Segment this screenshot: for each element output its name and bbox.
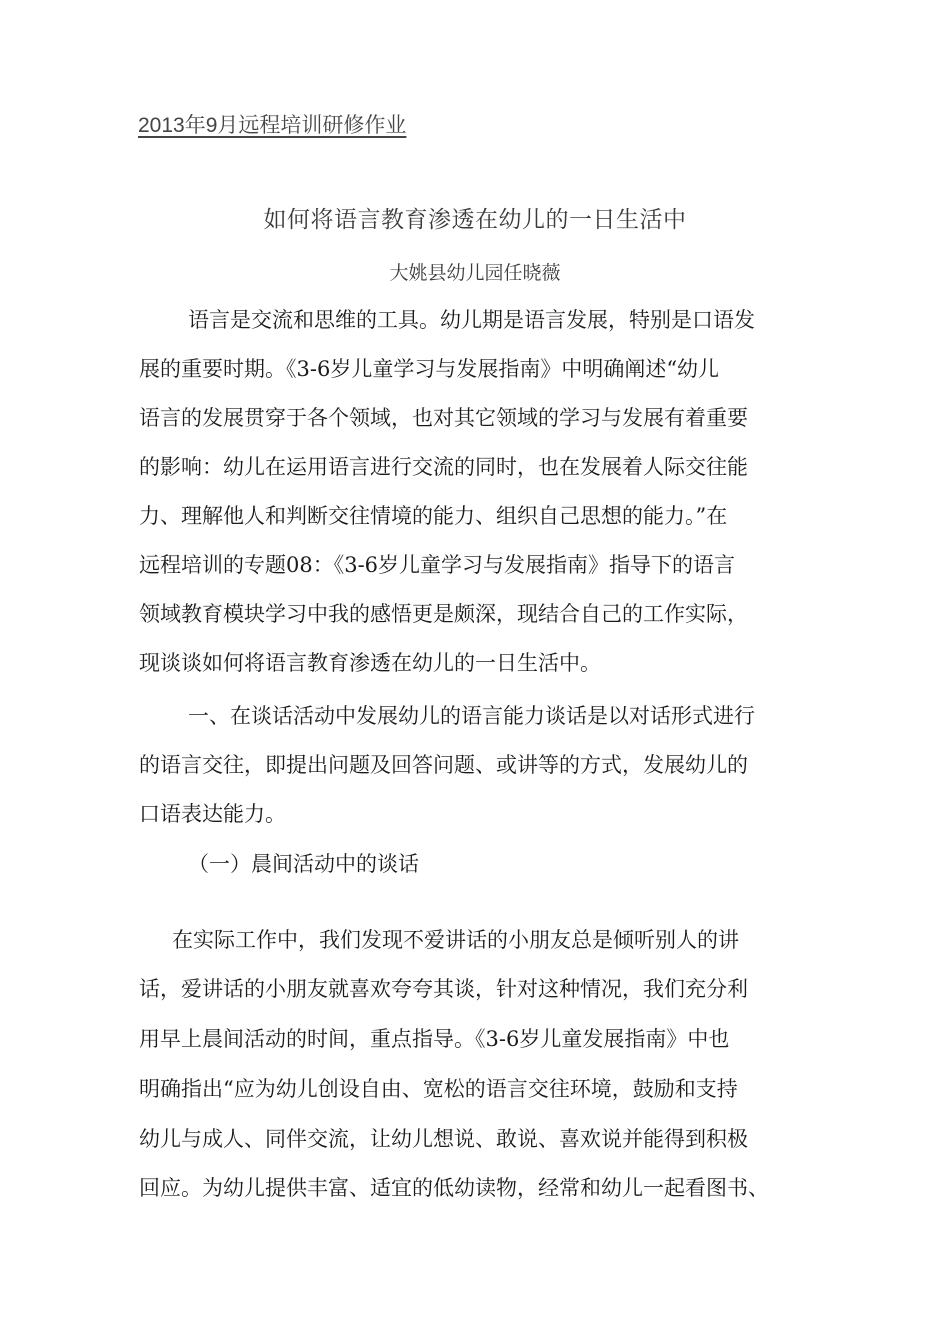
paragraph-line: 在实际工作中，我们发现不爱讲话的小朋友总是倾听别人的讲 (172, 928, 739, 952)
paragraph-line: 幼儿与成人、同伴交流，让幼儿想说、敢说、喜欢说并能得到积极 (139, 1127, 748, 1151)
article-title: 如何将语言教育渗透在幼儿的一日生活中 (263, 207, 687, 233)
paragraph-line: 现谈谈如何将语言教育渗透在幼儿的一日生活中。 (139, 651, 601, 675)
paragraph-line: 用早上晨间活动的时间，重点指导。《3-6岁儿童发展指南》中也 (139, 1027, 730, 1051)
document-header: 2013年9月远程培训研修作业 (138, 114, 407, 137)
paragraph-line: 回应。为幼儿提供丰富、适宜的低幼读物，经常和幼儿一起看图书、 (139, 1176, 769, 1200)
paragraph-line: 语言是交流和思维的工具。幼儿期是语言发展，特别是口语发 (188, 308, 755, 332)
paragraph-line: 语言的发展贯穿于各个领域，也对其它领域的学习与发展有着重要 (139, 406, 748, 430)
paragraph-line: 话，爱讲话的小朋友就喜欢夸夸其谈，针对这种情况，我们充分利 (139, 977, 748, 1001)
paragraph-line: 口语表达能力。 (139, 802, 286, 826)
paragraph-line: 的语言交往，即提出问题及回答问题、或讲等的方式，发展幼儿的 (139, 753, 748, 777)
subsection-heading: （一）晨间活动中的谈话 (188, 852, 419, 876)
paragraph-line: 展的重要时期。《3-6岁儿童学习与发展指南》中明确阐述“幼儿 (139, 357, 720, 381)
paragraph-line: 明确指出“应为幼儿创设自由、宽松的语言交往环境，鼓励和支持 (139, 1077, 738, 1101)
paragraph-line: 力、理解他人和判断交往情境的能力、组织自己思想的能力。”在 (139, 504, 728, 528)
paragraph-line: 远程培训的专题08：《3-6岁儿童学习与发展指南》指导下的语言 (139, 553, 736, 577)
article-author: 大姚县幼儿园任晓薇 (389, 262, 561, 284)
section-heading-line: 一、在谈话活动中发展幼儿的语言能力谈话是以对话形式进行 (188, 704, 755, 728)
paragraph-line: 的影响：幼儿在运用语言进行交流的同时，也在发展着人际交往能 (139, 455, 748, 479)
paragraph-line: 领域教育模块学习中我的感悟更是颇深，现结合自己的工作实际， (139, 602, 748, 626)
